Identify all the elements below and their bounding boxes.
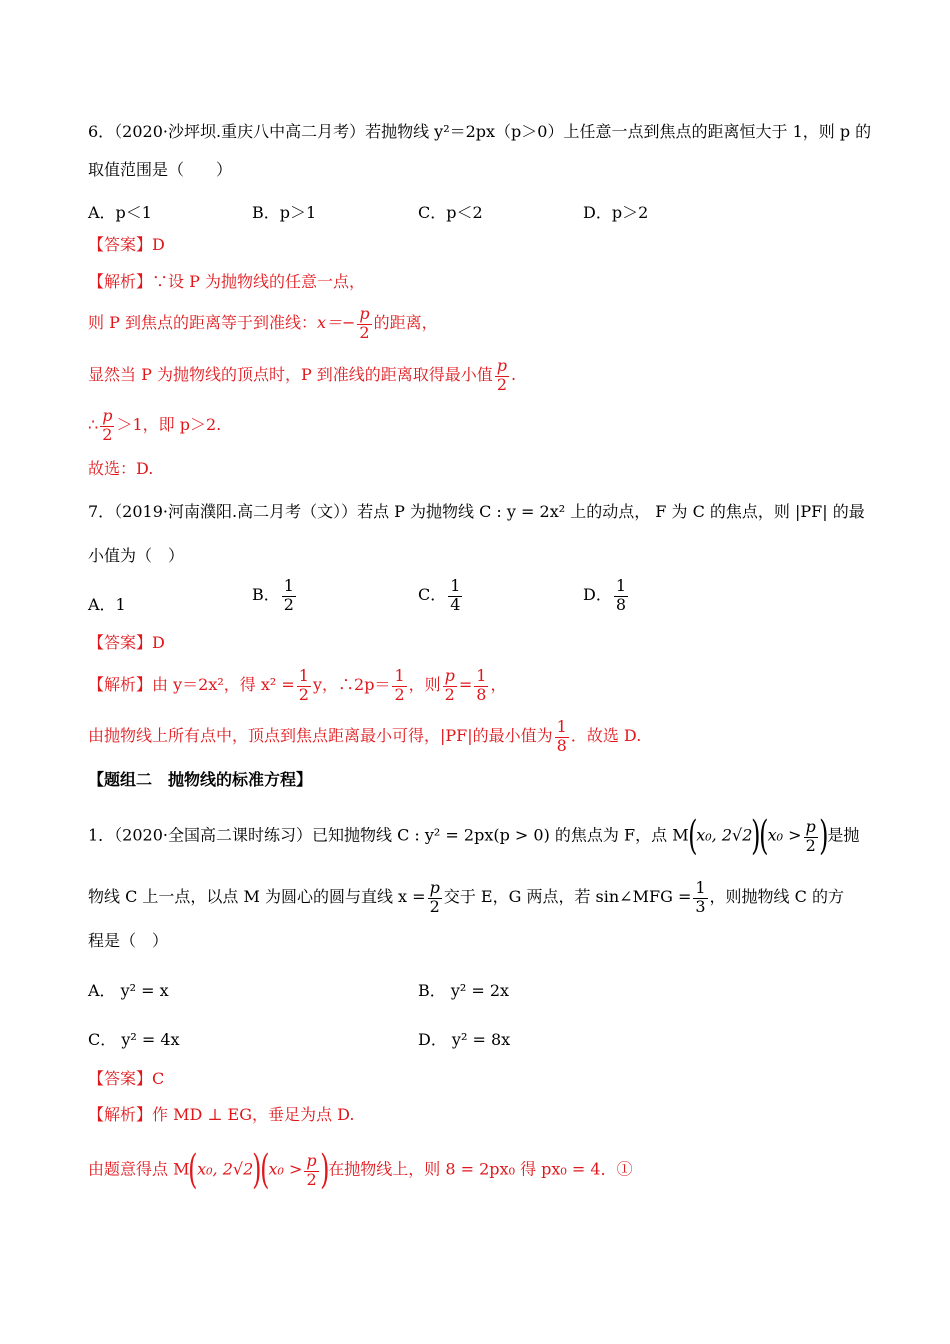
left-paren: (	[687, 813, 698, 859]
q1-fraction-p-over-2: $\frac{p}{2}$	[805, 816, 816, 855]
q6-a2-post: 的距离，	[373, 313, 438, 332]
q1-option-b: B． y² = 2x	[418, 981, 510, 1000]
q7-analysis-line1: 【解析】由 y＝2x²，得 x² = $\frac{1}{2}$ y，∴2p＝ $\frac{1}{2}$ ，则 $\frac{p}{2}$ = $\frac{1}{8}$ ，	[88, 666, 507, 704]
q7-stem-line2: 小值为（ ）	[88, 546, 185, 565]
q7-fraction-1-over-8-a: $\frac{1}{8}$	[476, 666, 487, 704]
q7-fraction-1-over-8-b: $\frac{1}{8}$	[556, 717, 567, 755]
q7-fraction-1-over-4: $\frac{1}{4}$	[450, 576, 461, 614]
right-paren: )	[252, 1147, 262, 1193]
q1-analysis-line2: 由题意得点 M(x₀, 2√2)(x₀ > $\frac{p}{2}$ )在抛物线上，则 8 = 2px₀ 得 px₀ = 4．①	[88, 1147, 633, 1193]
q7-fraction-1-over-2: $\frac{1}{2}$	[283, 576, 294, 614]
q6-a2-pre: 则 P 到焦点的距离等于到准线：	[88, 313, 317, 332]
q6-analysis-line5: 故选：D.	[88, 459, 154, 478]
q6-a4-post: ＞1，即 p＞2.	[116, 415, 222, 434]
left-paren: (	[759, 813, 769, 859]
q1-option-a: A． y² = x	[88, 981, 169, 1000]
q1-analysis-point: x₀, 2√2	[197, 1159, 254, 1179]
right-paren: )	[818, 813, 829, 859]
q6-stem-line2: 取值范围是（ ）	[88, 160, 233, 179]
q1-point-coords: x₀, 2√2	[696, 825, 753, 845]
q7-analysis-line2: 由抛物线上所有点中，顶点到焦点距离最小可得，|PF|的最小值为 $\frac{1}{8}$ ．故选 D.	[88, 717, 642, 755]
q1-analysis-condition: x₀ >	[268, 1159, 303, 1179]
q6-analysis-text1: ∵设 P 为抛物线的任意一点，	[152, 272, 365, 291]
q6-a2-eq: x＝−	[316, 313, 356, 332]
q7-analysis-label: 【解析】	[88, 675, 153, 694]
left-paren: (	[259, 1147, 270, 1193]
q6-analysis-line2	[88, 306, 438, 341]
q7-fraction-1-over-2-a: $\frac{1}{2}$	[298, 666, 309, 704]
group2-title: 【题组二 抛物线的标准方程】	[88, 770, 313, 789]
left-paren: (	[188, 1147, 198, 1193]
right-paren: )	[751, 813, 761, 859]
q1-fraction-1-over-3: $\frac{1}{3}$	[695, 878, 706, 916]
q7-option-d: D． $\frac{1}{8}$	[583, 576, 627, 614]
q6-fraction-p-over-2: $\frac{p}{2}$	[359, 304, 370, 342]
q1-stem-line3: 程是（ ）	[88, 931, 169, 950]
q6-fraction-p-over-2-b: $\frac{p}{2}$	[496, 356, 508, 394]
q1-analysis-label: 【解析】	[88, 1105, 153, 1124]
q7-fraction-p-over-2: $\frac{p}{2}$	[444, 666, 455, 704]
q6-option-a: A．p＜1	[88, 203, 152, 222]
q6-fraction-p-over-2-c: $\frac{p}{2}$	[102, 406, 113, 444]
q6-a3-pre: 显然当 P 为抛物线的顶点时，P 到准线的距离取得最小值	[88, 365, 493, 384]
q6-a4-pre: ∴	[88, 415, 99, 434]
q7-answer: 【答案】D	[88, 633, 165, 652]
q7-option-a: A．1	[88, 595, 126, 614]
q7-fraction-1-over-2-b: $\frac{1}{2}$	[394, 666, 405, 704]
q6-a3-post: .	[511, 365, 517, 384]
q7-fraction-1-over-8: $\frac{1}{8}$	[615, 576, 627, 614]
q1-stem-line2: 物线 C 上一点，以点 M 为圆心的圆与直线 x = $\frac{p}{2}$ 交于 E，G 两点，若 sin∠MFG = $\frac{1}{3}$ ，则抛物线 C 的方	[88, 878, 844, 916]
q6-option-c: C．p＜2	[418, 203, 483, 222]
q6-analysis-label: 【解析】	[88, 272, 153, 291]
q7-option-c: C． $\frac{1}{4}$	[418, 576, 461, 614]
right-paren: )	[319, 1147, 330, 1193]
q1-answer: 【答案】C	[88, 1069, 165, 1088]
q6-option-d: D．p＞2	[583, 203, 649, 222]
q7-stem-line1: 7．（2019·河南濮阳.高二月考（文））若点 P 为抛物线 C : y = 2x² 上的动点， F 为 C 的焦点，则 |PF| 的最	[88, 502, 865, 521]
q6-analysis-line1	[88, 274, 365, 290]
q6-analysis-line4	[88, 408, 221, 443]
q1-fraction-p-over-2-b: $\frac{p}{2}$	[429, 878, 440, 916]
q1-option-c: C． y² = 4x	[88, 1030, 180, 1049]
q1-analysis-fraction-p-over-2: $\frac{p}{2}$	[306, 1150, 317, 1189]
q6-answer: 【答案】D	[88, 235, 165, 254]
q1-stem-line1: 1．（2020·全国高二课时练习）已知抛物线 C : y² = 2px(p > 0) 的焦点为 F，点 M(x₀, 2√2)(x₀ > $\frac{p}{2}$ )是抛	[88, 813, 860, 859]
q1-condition: x₀ >	[767, 825, 802, 845]
q6-option-b: B．p＞1	[252, 203, 317, 222]
q7-option-b: B． $\frac{1}{2}$	[252, 576, 294, 614]
q1-analysis-line1: 【解析】作 MD ⊥ EG，垂足为点 D.	[88, 1105, 355, 1124]
q6-analysis-line3	[88, 358, 516, 393]
q1-option-d: D． y² = 8x	[418, 1030, 511, 1049]
q6-stem-line1: 6．（2020·沙坪坝.重庆八中高二月考）若抛物线 y²＝2px（p＞0）上任意一点到焦点的距离恒大于 1，则 p 的	[88, 122, 872, 141]
